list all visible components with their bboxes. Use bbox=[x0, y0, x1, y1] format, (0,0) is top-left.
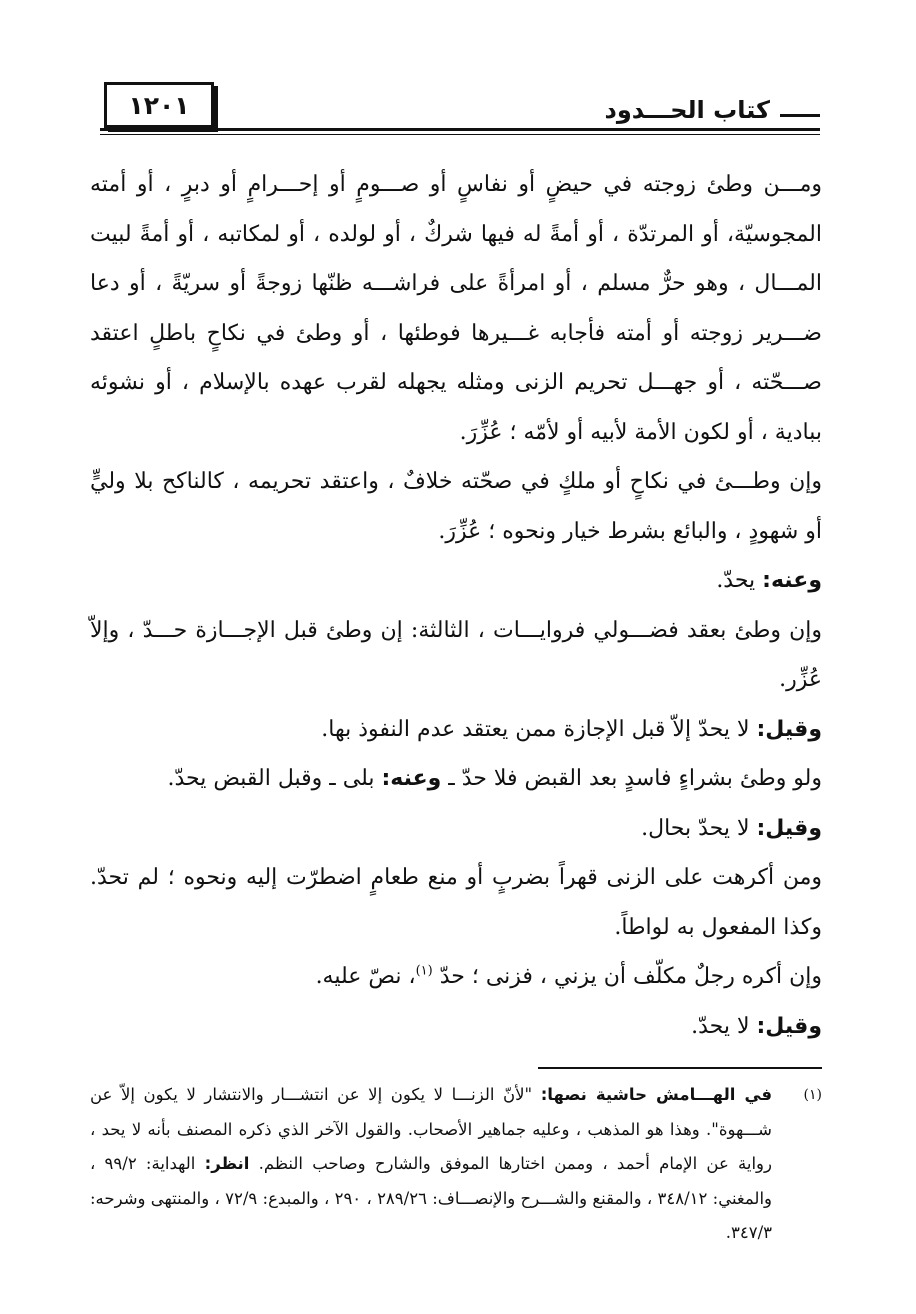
main-text bbox=[90, 160, 822, 1051]
paragraph bbox=[90, 754, 822, 804]
paragraph-text: لا يحدّ. bbox=[691, 1013, 757, 1039]
title-dash bbox=[780, 114, 820, 117]
footnote-body: "لأنّ الزنـــا لا يكون إلا عن انتشـــار والانتشار لا يكون إلاّ عن شـــهوة". وهذا هو المذهب ، وعليه جماهير الأصحاب. والقول الآخر الذي ذكره المصنف بأنه لا يحد ، رواية عن الإمام أحمد ، وممن اختارها الموفق والشارح وصاحب النظم. bbox=[90, 1085, 772, 1173]
paragraph bbox=[90, 1002, 822, 1052]
paragraph bbox=[90, 556, 822, 606]
footnote-body: الهداية: ٩٩/٢ ، والمغني: ٣٤٨/١٢ ، والمقنع والشـــرح والإنصـــاف: ٢٨٩/٢٦ ، ٢٩٠ ، والمبدع: ٧٢/٩ ، والمنتهى وشرحه: ٣٤٧/٣. bbox=[90, 1154, 773, 1242]
paragraph-text: لا يحدّ بحال. bbox=[641, 815, 757, 841]
term-label: وعنه: bbox=[762, 568, 822, 593]
page-header bbox=[100, 82, 820, 142]
paragraph: وإن وطئ بعقد فضـــولي فروايـــات ، الثالثة: إن وطئ قبل الإجـــازة حـــدّ ، وإلاّ عُزِّر. bbox=[90, 617, 822, 692]
page-number: ١٢٠١ bbox=[104, 82, 214, 128]
footnote-label: انظر: bbox=[204, 1154, 250, 1173]
term-label: وقيل: bbox=[756, 716, 822, 742]
paragraph: ومن أكرهت على الزنى قهراً بضربٍ أو منع طعامٍ اضطرّت إليه ونحوه ؛ لم تحدّ. وكذا المفعول به لواطاً. bbox=[90, 865, 822, 940]
footnote-separator bbox=[538, 1067, 822, 1069]
paragraph bbox=[90, 705, 822, 755]
term-label: وقيل: bbox=[756, 1013, 822, 1039]
footnote-label: في الهـــامش حاشية نصها: bbox=[540, 1085, 772, 1104]
paragraph-text: يحدّ. bbox=[716, 568, 763, 593]
footnote-text bbox=[90, 1078, 772, 1251]
footnote-reference[interactable]: (١) bbox=[415, 963, 433, 979]
book-title: كتاب الحـــدود bbox=[604, 96, 770, 124]
paragraph-text: ، نصّ عليه. bbox=[315, 964, 416, 989]
paragraph bbox=[90, 804, 822, 854]
paragraph: ومـــن وطئ زوجته في حيضٍ أو نفاسٍ أو صـــومٍ أو إحـــرامٍ أو دبرٍ ، أو أمته المجوسيّة، أو المرتدّة ، أو أمةً له فيها شركٌ ، أو لولده ، أو لمكاتبه ، أو أمةً لبيت المـــال ، وهو حرٌّ مسلم ، أو امرأةً على فراشـــه ظنّها زوجةً أو سريّةً ، أو دعا ضـــرير زوجته أو أمته فأجابه غـــيرها فوطئها ، أو وطئ في نكاحٍ باطلٍ اعتقد صـــحّته ، أو جهـــل تحريم الزنى ومثله يجهله لقرب عهده بالإسلام ، أو نشوئه ببادية ، أو لكون الأمة لأبيه أو لأمّه ؛ عُزِّرَ. bbox=[90, 172, 822, 445]
paragraph-text: ولو وطئ بشراءٍ فاسدٍ بعد القبض فلا حدّ ـ bbox=[441, 766, 822, 791]
paragraph: وإن وطـــئ في نكاحٍ أو ملكٍ في صحّته خلافٌ ، واعتقد تحريمه ، كالناكح بلا وليٍّ أو شهودٍ ، والبائع بشرط خيار ونحوه ؛ عُزِّرَ. bbox=[90, 469, 822, 544]
paragraph-text: بلى ـ وقبل القبض يحدّ. bbox=[167, 766, 382, 791]
paragraph-text: لا يحدّ إلاّ قبل الإجازة ممن يعتقد عدم النفوذ بها. bbox=[321, 716, 757, 742]
paragraph bbox=[90, 952, 822, 1002]
term-label: وقيل: bbox=[756, 815, 822, 841]
term-label: وعنه: bbox=[381, 766, 442, 791]
header-rule bbox=[100, 128, 820, 131]
footnote bbox=[90, 1078, 822, 1251]
footnote-marker: (١) bbox=[803, 1087, 822, 1103]
paragraph-text: وإن أكره رجلٌ مكلّف أن يزني ، فزنى ؛ حدّ bbox=[432, 964, 822, 989]
header-rule-thin bbox=[100, 134, 820, 135]
